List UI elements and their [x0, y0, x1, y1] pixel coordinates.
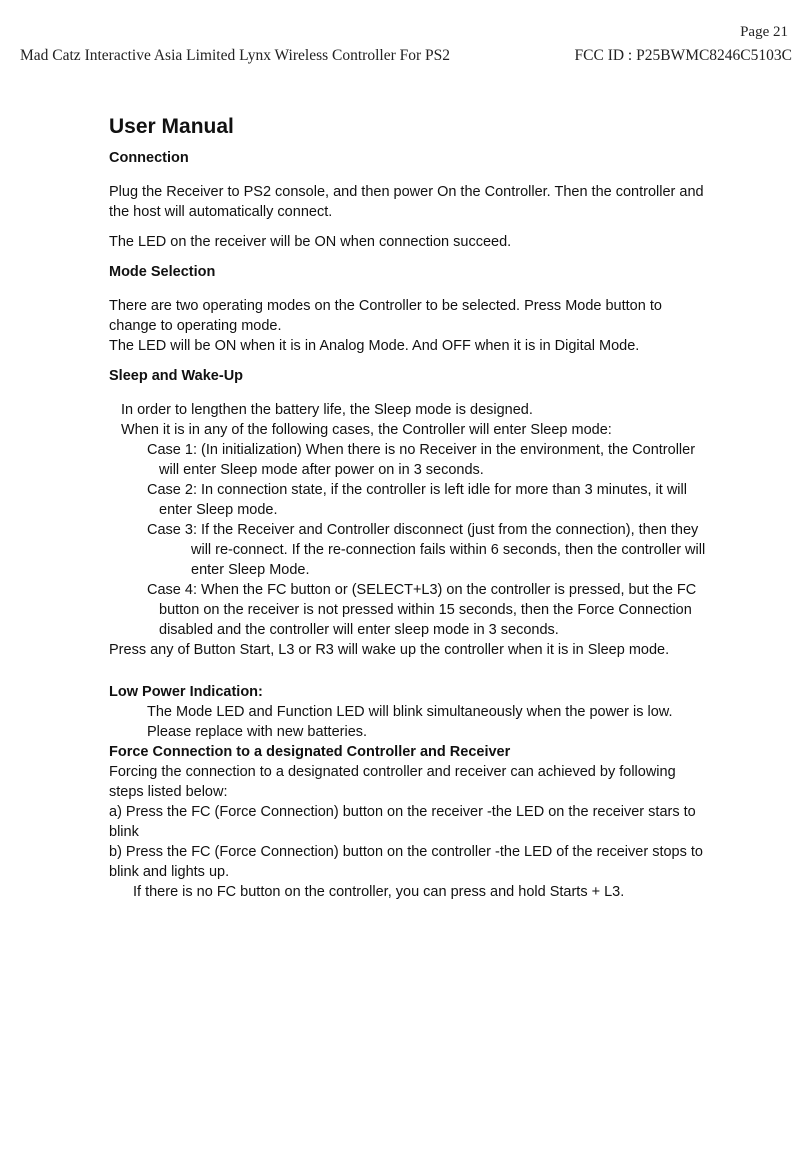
sleep-line-2: When it is in any of the following cases, the Controller will enter Sleep mode: [121, 422, 612, 438]
force-connection-intro: Forcing the connection to a designated controller and receiver can achieved by following steps listed below: [109, 764, 676, 800]
page-number: Page 21 [740, 24, 788, 40]
sleep-case-1: Case 1: (In initialization) When there is no Receiver in the environment, the Controller will enter Sleep mode after power on in 3 seconds. [147, 442, 696, 478]
force-connection-heading: Force Connection to a designated Controller and Receiver [109, 744, 511, 760]
page-title: User Manual [109, 115, 234, 138]
connection-paragraph-2: The LED on the receiver will be ON when connection succeed. [109, 234, 512, 250]
low-power-text: The Mode LED and Function LED will blink simultaneously when the power is low. Please replace with new batteries. [147, 704, 673, 740]
sleep-line-1: In order to lengthen the battery life, the Sleep mode is designed. [121, 402, 533, 418]
sleep-case-2: Case 2: In connection state, if the controller is left idle for more than 3 minutes, it will enter Sleep mode. [147, 482, 687, 518]
header-company-product: Mad Catz Interactive Asia Limited Lynx Wireless Controller For PS2 [20, 47, 451, 64]
force-connection-step-a: a) Press the FC (Force Connection) button on the receiver -the LED on the receiver stars to blink [109, 804, 696, 840]
sleep-heading: Sleep and Wake-Up [109, 368, 244, 384]
mode-selection-paragraph-2: The LED will be ON when it is in Analog Mode. And OFF when it is in Digital Mode. [109, 338, 640, 354]
low-power-heading: Low Power Indication: [109, 684, 263, 700]
document-header [20, 47, 792, 65]
mode-selection-heading: Mode Selection [109, 264, 216, 280]
sleep-wake-text: Press any of Button Start, L3 or R3 will wake up the controller when it is in Sleep mode. [109, 642, 670, 658]
connection-paragraph-1: Plug the Receiver to PS2 console, and then power On the Controller. Then the controller and the host will automatically connect. [109, 184, 704, 220]
sleep-case-4: Case 4: When the FC button or (SELECT+L3) on the controller is pressed, but the FC button on the receiver is not pressed within 15 seconds, then the Force Connection disabled and the controller will enter sleep mode in 3 seconds. [147, 582, 697, 638]
sleep-case-3: Case 3: If the Receiver and Controller disconnect (just from the connection), then they will re-connect. If the re-connection fails within 6 seconds, then the controller will enter Sleep Mode. [147, 522, 706, 578]
force-connection-note: If there is no FC button on the controller, you can press and hold Starts + L3. [133, 884, 625, 900]
header-fcc-id: FCC ID : P25BWMC8246C5103C [574, 47, 792, 64]
manual-content [109, 114, 709, 902]
connection-heading: Connection [109, 150, 189, 166]
mode-selection-paragraph-1: There are two operating modes on the Controller to be selected. Press Mode button to change to operating mode. [109, 298, 662, 334]
force-connection-step-b: b) Press the FC (Force Connection) button on the controller -the LED of the receiver stops to blink and lights up. [109, 844, 703, 880]
